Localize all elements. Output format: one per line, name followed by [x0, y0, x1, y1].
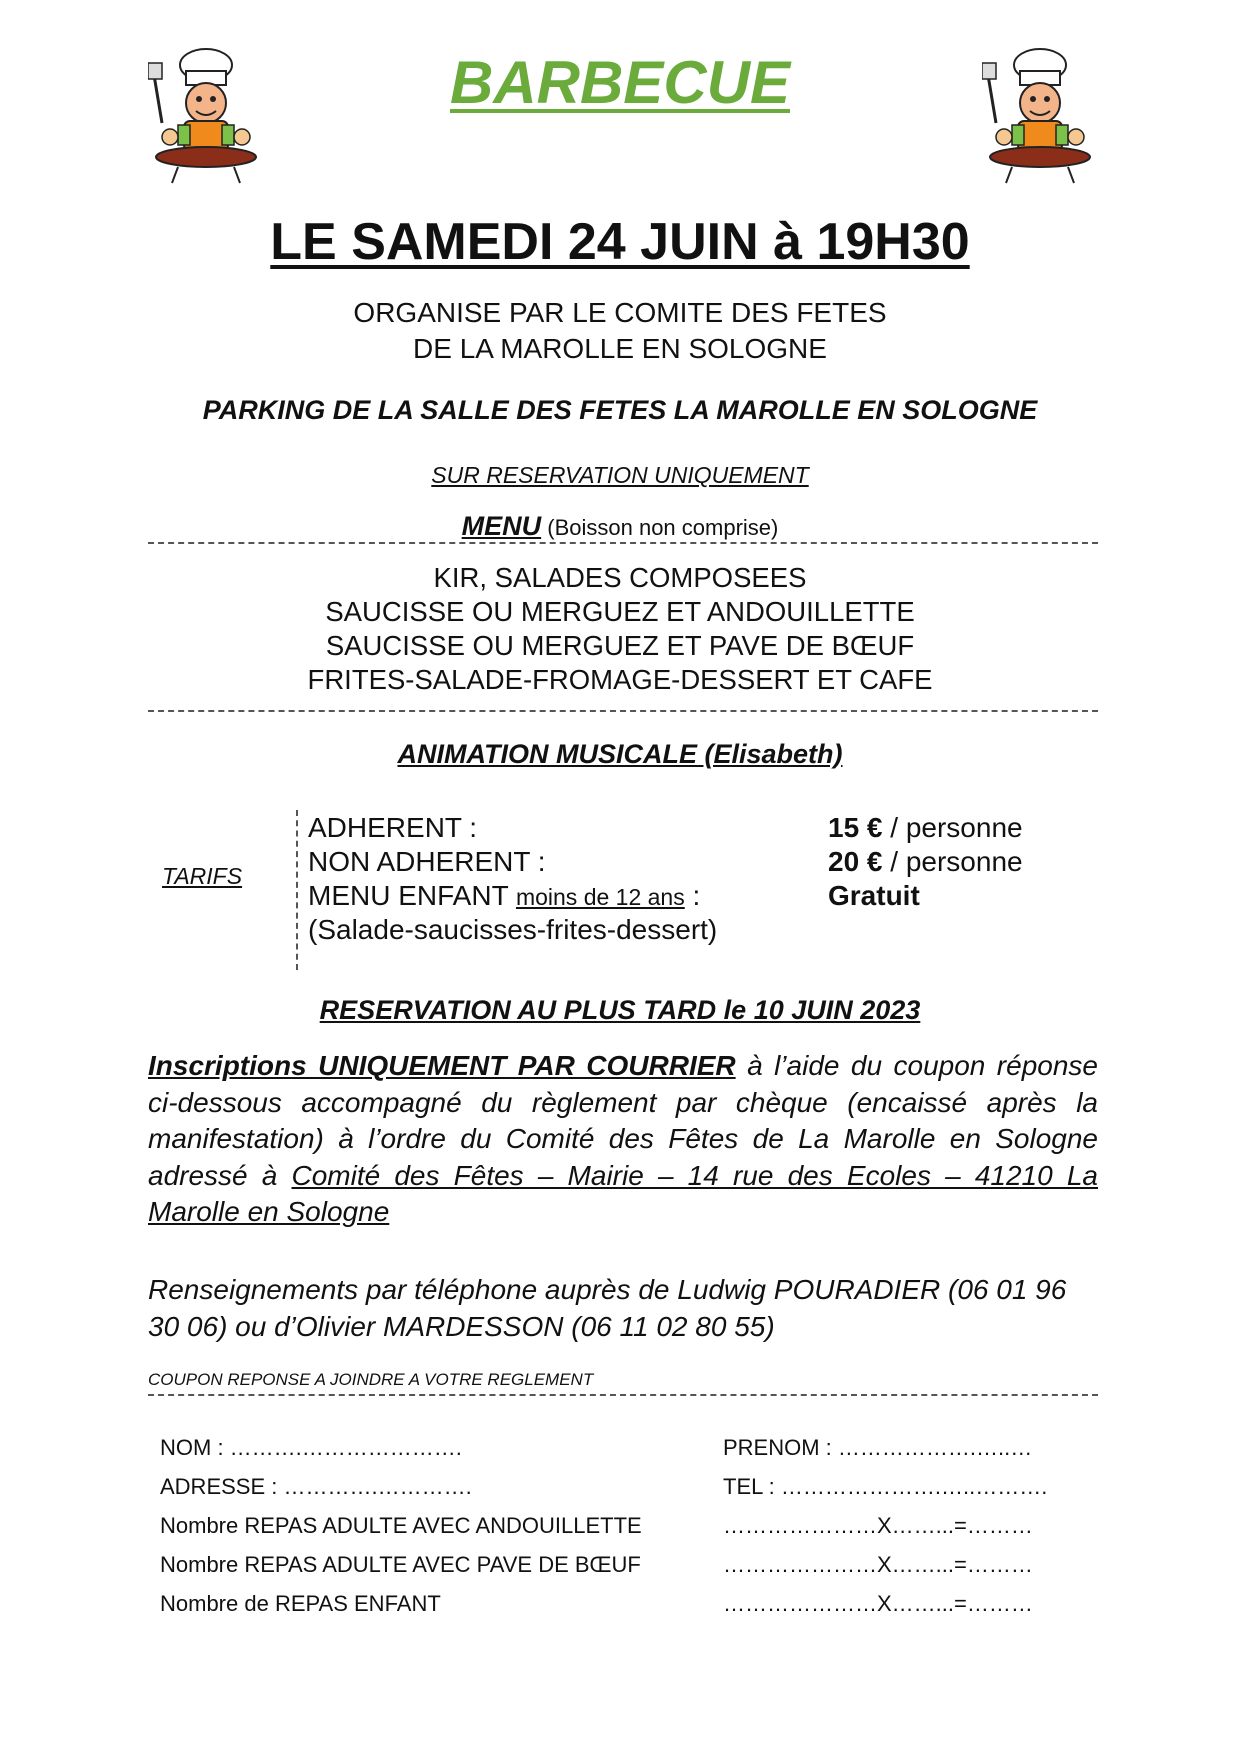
reservation-note: SUR RESERVATION UNIQUEMENT: [431, 462, 809, 488]
tarifs-label: TARIFS: [162, 863, 243, 889]
page-title: BARBECUE: [449, 49, 791, 116]
reservation-deadline: RESERVATION AU PLUS TARD le 10 JUIN 2023: [319, 995, 921, 1025]
menu-heading: [0, 511, 1240, 542]
organizer-line-2: DE LA MAROLLE EN SOLOGNE: [413, 333, 827, 364]
field-prenom: PRENOM : ……………….…..…: [723, 1435, 1033, 1460]
tarif-non-adherent-label: NON ADHERENT :: [308, 846, 546, 877]
field-repas-pave: Nombre REPAS ADULTE AVEC PAVE DE BŒUF: [160, 1552, 641, 1577]
field-repas-enfant: Nombre de REPAS ENFANT: [160, 1591, 441, 1616]
menu-item: FRITES-SALADE-FROMAGE-DESSERT ET CAFE: [307, 664, 933, 695]
field-repas-andouillette: Nombre REPAS ADULTE AVEC ANDOUILLETTE: [160, 1513, 642, 1538]
contact-paragraph: Renseignements par téléphone auprès de Ludwig POURADIER (06 01 96 30 06) ou d’Olivier MARDESSON (06 11 02 80 55): [148, 1274, 1067, 1342]
calc-repas-andouillette: …………………X……...=………: [723, 1513, 1033, 1538]
animation-heading: ANIMATION MUSICALE (Elisabeth): [397, 739, 843, 769]
tarif-enfant-price: Gratuit: [828, 880, 920, 911]
event-location: PARKING DE LA SALLE DES FETES LA MAROLLE EN SOLOGNE: [202, 395, 1038, 425]
menu-note: (Boisson non comprise): [541, 515, 779, 540]
tarif-adherent-price: 15 € / personne: [828, 812, 1023, 843]
divider: [148, 542, 1098, 544]
organizer-line-1: ORGANISE PAR LE COMITE DES FETES: [353, 297, 887, 328]
divider: [148, 710, 1098, 712]
tarif-enfant-label: MENU ENFANT moins de 12 ans :: [308, 880, 701, 911]
tarifs-divider: [296, 810, 298, 970]
field-tel: TEL : ………………….…..……….: [723, 1474, 1048, 1499]
postal-address: Comité des Fêtes – Mairie – 14 rue des Ecoles – 41210 La Marolle en Sologne: [148, 1159, 1098, 1227]
menu-label: MENU: [461, 511, 542, 541]
field-adresse: ADRESSE : ………….………….: [160, 1474, 472, 1499]
tarif-adherent-label: ADHERENT :: [308, 812, 478, 843]
coupon-title: COUPON REPONSE A JOINDRE A VOTRE REGLEMENT: [148, 1370, 594, 1389]
calc-repas-pave: …………………X……...=………: [723, 1552, 1033, 1577]
coupon-cut-line: [148, 1394, 1098, 1396]
tarif-enfant-detail: (Salade-saucisses-frites-dessert): [308, 914, 718, 945]
event-date: LE SAMEDI 24 JUIN à 19H30: [270, 213, 970, 271]
field-nom: NOM : ……….………………….: [160, 1435, 462, 1460]
inscriptions-paragraph: Inscriptions UNIQUEMENT PAR COURRIER à l’aide du coupon réponse ci-dessous accompagné du règlement par chèque (encaissé après la manifestation) à l’ordre du Comité des Fêtes de La Marolle en Sologne adressé à Comité des Fêtes – Mairie – 14 rue des Ecoles – 41210 La Marolle en Sologne: [148, 1050, 1098, 1227]
tarif-non-adherent-price: 20 € / personne: [828, 846, 1023, 877]
calc-repas-enfant: …………………X……...=………: [723, 1591, 1033, 1616]
menu-item: KIR, SALADES COMPOSEES: [433, 562, 807, 593]
menu-item: SAUCISSE OU MERGUEZ ET ANDOUILLETTE: [325, 596, 915, 627]
menu-item: SAUCISSE OU MERGUEZ ET PAVE DE BŒUF: [325, 630, 915, 661]
